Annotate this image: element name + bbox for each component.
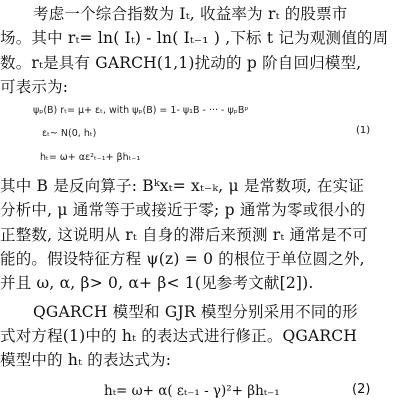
equation-1-number: (1) [356,125,371,136]
paragraph-2-line-3: 正整数, 这说明从 rₜ 自身的滞后来预测 rₜ 通常是不可 [0,226,369,244]
paragraph-1-line-4: 可表示为: [0,78,69,96]
paragraph-1-line-2: 场。其中 rₜ= ln( Iₜ) - ln( Iₜ₋₁ ) ,下标 t 记为观测值的周 [0,29,389,47]
paragraph-2-line-4: 能的。假设特征方程 ψ(z) = 0 的根位于单位圆之外, [0,250,365,268]
paragraph-2-line-5: 并且 ω, α, β> 0, α+ β< 1(见参考文献[2]). [0,274,314,292]
paragraph-3-line-3: 模型中的 hₜ 的表达式为: [0,351,172,369]
paragraph-3-line-1: QGARCH 模型和 GJR 模型分别采用不同的形 [33,303,358,321]
equation-1-row-1: ψₚ(B) rₜ= μ+ εₜ, with ψₚ(B) = 1- ψ₁B - ··· - ψₚBᵖ [33,105,249,116]
paragraph-2-line-2: 分析中, μ 通常等于或接近于零; p 通常为零或很小的 [0,201,366,219]
paragraph-1-line-3: 数。rₜ是具有 GARCH(1,1)扰动的 p 阶自回归模型, [0,54,362,72]
equation-1-row-3: hₜ= ω+ αε²ₜ₋₁+ βhₜ₋₁ [40,152,141,163]
equation-2: hₜ= ω+ α( εₜ₋₁ - γ)²+ βhₜ₋₁ [104,383,280,399]
equation-2-number: (2) [352,382,371,397]
paragraph-2-line-1: 其中 B 是反向算子: Bᵏxₜ= xₜ₋ₖ, μ 是常数项, 在实证 [0,177,365,195]
paragraph-3-line-2: 式对方程(1)中的 hₜ 的表达式进行修正。QGARCH [0,327,358,345]
paragraph-1-line-1: 考虑一个综合指数为 Iₜ, 收益率为 rₜ 的股票市 [33,5,348,23]
equation-1-row-2: εₜ~ N(0, hₜ) [42,128,97,139]
